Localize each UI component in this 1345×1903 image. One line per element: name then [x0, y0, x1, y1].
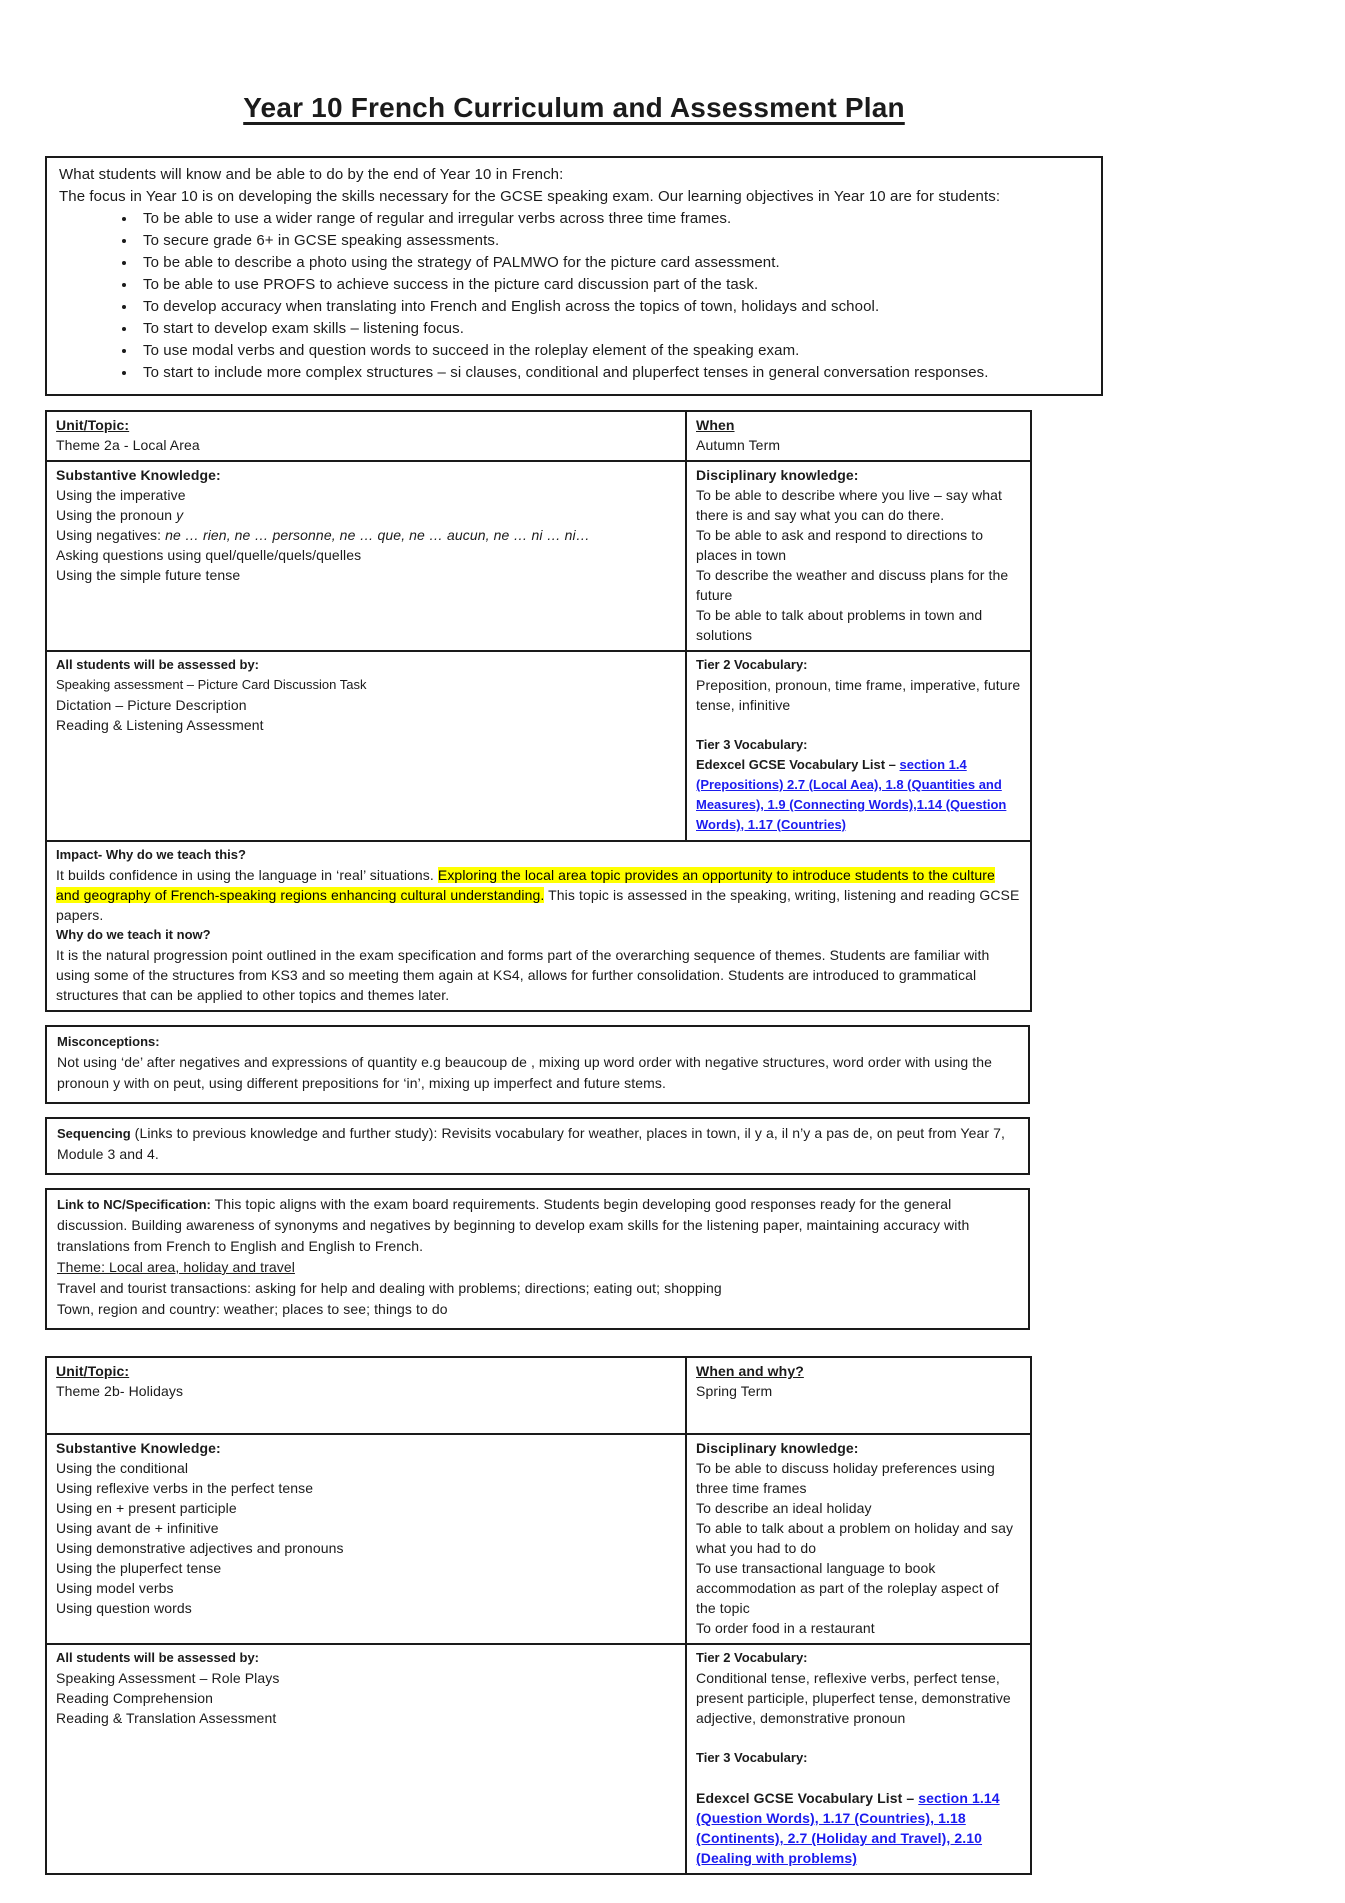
- nc-paragraph: [57, 1194, 1018, 1257]
- assessed-line: Reading & Translation Assessment: [56, 1710, 277, 1726]
- unit1-assessed-cell: [46, 651, 686, 841]
- unit2-disciplinary-cell: [686, 1434, 1031, 1644]
- overview-bullet: • To use modal verbs and question words to succeed in the roleplay element of the speaking exam.: [137, 340, 1089, 362]
- impact-paragraph: [56, 865, 1021, 925]
- unit2-when-cell: [686, 1357, 1031, 1434]
- unit1-impact-cell: [46, 841, 1031, 1011]
- unit1-knowledge-row: [46, 461, 1031, 651]
- substantive-text: Using negatives:: [56, 527, 166, 543]
- substantive-line: Using the conditional: [56, 1460, 189, 1476]
- impact-paragraph2: It is the natural progression point outlined in the exam specification and forms part of the overarching sequence of themes. Students are familiar with using some of the structures from KS3 and so meeting them again at KS4, allows for further consolidation. Students are introduced to grammatical structures that can be applied to other topics and themes later.: [56, 947, 990, 1003]
- unit2-disciplinary-label: Disciplinary knowledge:: [696, 1440, 859, 1456]
- unit1-assessed-label: All students will be assessed by:: [56, 657, 260, 672]
- unit2-topic-value: Theme 2b- Holidays: [56, 1383, 184, 1399]
- unit1-substantive-cell: [46, 461, 686, 651]
- substantive-line: [56, 525, 676, 545]
- overview-bullet: • To be able to use a wider range of regular and irregular verbs across three time frames.: [137, 208, 1089, 230]
- unit1-vocabulary-cell: [686, 651, 1031, 841]
- overview-intro: The focus in Year 10 is on developing the skills necessary for the GCSE speaking exam. Our learning objectives in Year 10 are for students:: [59, 188, 1001, 205]
- substantive-line: Using the simple future tense: [56, 567, 241, 583]
- substantive-line: Using question words: [56, 1600, 192, 1616]
- disciplinary-line: To order food in a restaurant: [696, 1620, 875, 1636]
- substantive-line: Using model verbs: [56, 1580, 174, 1596]
- unit2-assessed-label: All students will be assessed by:: [56, 1650, 260, 1665]
- disciplinary-line: To be able to discuss holiday preferences using three time frames: [696, 1460, 995, 1496]
- unit2-tier2-text: Conditional tense, reflexive verbs, perfect tense, present participle, pluperfect tense, demonstrative adjective, demonstrative pronoun: [696, 1670, 1011, 1726]
- substantive-line: Asking questions using quel/quelle/quels/quelles: [56, 547, 362, 563]
- nc-line: Town, region and country: weather; places to see; things to do: [57, 1301, 448, 1317]
- misconceptions-box: [45, 1025, 1030, 1104]
- unit2-substantive-cell: [46, 1434, 686, 1644]
- nc-specification-box: [45, 1188, 1030, 1330]
- impact-highlighted-text: Exploring the local area topic provides an opportunity to introduce students to the culture and geography of French-speaking regions enhancing cultural understanding.: [56, 867, 995, 903]
- sequencing-paragraph: [57, 1123, 1018, 1165]
- assessed-line: Reading & Listening Assessment: [56, 717, 264, 733]
- unit1-impact-row: [46, 841, 1031, 1011]
- nc-theme-line: Theme: Local area, holiday and travel: [57, 1259, 295, 1275]
- tier3-prefix: Edexcel GCSE Vocabulary List –: [696, 1790, 919, 1806]
- unit2-when-label: When and why?: [696, 1363, 804, 1379]
- disciplinary-line: To describe the weather and discuss plans for the future: [696, 567, 1009, 603]
- unit1-topic-value: Theme 2a - Local Area: [56, 437, 200, 453]
- unit2-table: [45, 1356, 1032, 1875]
- page-title: Year 10 French Curriculum and Assessment Plan: [243, 92, 905, 123]
- overview-bullet: • To start to develop exam skills – listening focus.: [137, 318, 1089, 340]
- unit2-vocabulary-cell: [686, 1644, 1031, 1874]
- sequencing-box: [45, 1117, 1030, 1175]
- blank-line: [696, 715, 1021, 735]
- unit2-header-row: [46, 1357, 1031, 1434]
- unit1-disciplinary-cell: [686, 461, 1031, 651]
- nc-text: This topic aligns with the exam board requirements. Students begin developing good responses ready for the general discussion. Building awareness of synonyms and negatives by beginning to develop exam skills for the listening paper, maintaining accuracy with translations from French to English and English to French.: [57, 1196, 970, 1254]
- substantive-line: Using en + present participle: [56, 1500, 237, 1516]
- substantive-text: Using the pronoun: [56, 507, 177, 523]
- disciplinary-line: To be able to talk about problems in town and solutions: [696, 607, 983, 643]
- substantive-line: Using the imperative: [56, 487, 186, 503]
- unit2-substantive-label: Substantive Knowledge:: [56, 1440, 221, 1456]
- assessed-line: Speaking assessment – Picture Card Discussion Task: [56, 677, 367, 692]
- unit2-topic-cell: [46, 1357, 686, 1434]
- disciplinary-line: To be able to ask and respond to directions to places in town: [696, 527, 984, 563]
- misconceptions-text: Not using ‘de’ after negatives and expressions of quantity e.g beaucoup de , mixing up word order with negative structures, word order with using the pronoun y with on peut, using different prepositions for ‘in’, mixing up imperfect and future stems.: [57, 1054, 993, 1091]
- disciplinary-line: To be able to describe where you live – say what there is and say what you can do there.: [696, 487, 1002, 523]
- overview-bullet: • To be able to describe a photo using the strategy of PALMWO for the picture card assessment.: [137, 252, 1089, 274]
- nc-label: Link to NC/Specification:: [57, 1197, 211, 1212]
- unit2-topic-label: Unit/Topic:: [56, 1363, 130, 1379]
- substantive-line: Using avant de + infinitive: [56, 1520, 219, 1536]
- assessed-line: Reading Comprehension: [56, 1690, 213, 1706]
- unit2-tier3-label: Tier 3 Vocabulary:: [696, 1750, 808, 1765]
- substantive-line: Using demonstrative adjectives and pronouns: [56, 1540, 344, 1556]
- unit1-tier2-label: Tier 2 Vocabulary:: [696, 657, 808, 672]
- impact-text: It builds confidence in using the language in ‘real’ situations.: [56, 867, 438, 883]
- impact-text: This topic is assessed in the speaking, writing, listening and reading GCSE papers.: [56, 887, 1020, 923]
- unit1-assessment-row: [46, 651, 1031, 841]
- unit2-when-value: Spring Term: [696, 1383, 773, 1399]
- substantive-french: y: [176, 507, 184, 523]
- substantive-line: Using the pluperfect tense: [56, 1560, 222, 1576]
- disciplinary-line: To able to talk about a problem on holiday and say what you had to do: [696, 1520, 1014, 1556]
- overview-bullet-list: [59, 208, 1089, 384]
- assessed-line: Speaking Assessment – Role Plays: [56, 1670, 280, 1686]
- substantive-french: ne … rien, ne … personne, ne … que, ne … aucun, ne … ni … ni…: [165, 527, 590, 543]
- unit1-topic-cell: [46, 411, 686, 461]
- unit1-header-row: [46, 411, 1031, 461]
- unit2-tier3-text: [696, 1788, 1021, 1868]
- tier3-vocab-link[interactable]: section 1.4 (Prepositions) 2.7 (Local Aea), 1.8 (Quantities and Measures), 1.9 (Connecting Words),1.14 (Question Words), 1.17 (Countries): [696, 757, 1007, 832]
- unit1-tier3-text: [696, 755, 1021, 835]
- disciplinary-line: To use transactional language to book accommodation as part of the roleplay aspect of the topic: [696, 1560, 999, 1616]
- substantive-line: Using reflexive verbs in the perfect tense: [56, 1480, 314, 1496]
- sequencing-text: (Links to previous knowledge and further study): Revisits vocabulary for weather, places in town, il y a, il n’y a pas de, on peut from Year 7, Module 3 and 4.: [57, 1125, 1005, 1162]
- impact-heading: Impact- Why do we teach this?: [56, 847, 246, 862]
- overview-bullet: • To be able to use PROFS to achieve success in the picture card discussion part of the task.: [137, 274, 1089, 296]
- unit2-knowledge-row: [46, 1434, 1031, 1644]
- unit1-substantive-label: Substantive Knowledge:: [56, 467, 221, 483]
- unit1-topic-label: Unit/Topic:: [56, 417, 130, 433]
- assessed-line: Dictation – Picture Description: [56, 697, 247, 713]
- unit1-disciplinary-label: Disciplinary knowledge:: [696, 467, 859, 483]
- blank-line: [696, 1768, 1021, 1788]
- unit1-table: [45, 410, 1032, 1012]
- nc-line: Travel and tourist transactions: asking for help and dealing with problems; directions; eating out; shopping: [57, 1280, 722, 1296]
- overview-bullet: • To secure grade 6+ in GCSE speaking assessments.: [137, 230, 1089, 252]
- sequencing-label: Sequencing: [57, 1126, 131, 1141]
- unit2-assessment-row: [46, 1644, 1031, 1874]
- impact-heading2: Why do we teach it now?: [56, 927, 211, 942]
- blank-line: [696, 1728, 1021, 1748]
- substantive-line: [56, 505, 676, 525]
- overview-bullet: • To start to include more complex structures – si clauses, conditional and pluperfect tenses in general conversation responses.: [137, 362, 1089, 384]
- disciplinary-line: To describe an ideal holiday: [696, 1500, 872, 1516]
- unit2-assessed-cell: [46, 1644, 686, 1874]
- unit1-when-value: Autumn Term: [696, 437, 781, 453]
- unit1-when-cell: [686, 411, 1031, 461]
- misconceptions-label: Misconceptions:: [57, 1034, 160, 1049]
- unit1-tier2-text: Preposition, pronoun, time frame, imperative, future tense, infinitive: [696, 677, 1021, 713]
- unit1-tier3-label: Tier 3 Vocabulary:: [696, 737, 808, 752]
- overview-box: [45, 156, 1103, 396]
- overview-bullet: • To develop accuracy when translating into French and English across the topics of town, holidays and school.: [137, 296, 1089, 318]
- unit1-when-label: When: [696, 417, 735, 433]
- tier3-prefix: Edexcel GCSE Vocabulary List –: [696, 757, 900, 772]
- overview-heading: What students will know and be able to do by the end of Year 10 in French:: [59, 166, 564, 183]
- tier3-vocab-link[interactable]: section 1.14 (Question Words), 1.17 (Countries), 1.18 (Continents), 2.7 (Holiday and Travel), 2.10 (Dealing with problems): [696, 1790, 1000, 1866]
- unit2-tier2-label: Tier 2 Vocabulary:: [696, 1650, 808, 1665]
